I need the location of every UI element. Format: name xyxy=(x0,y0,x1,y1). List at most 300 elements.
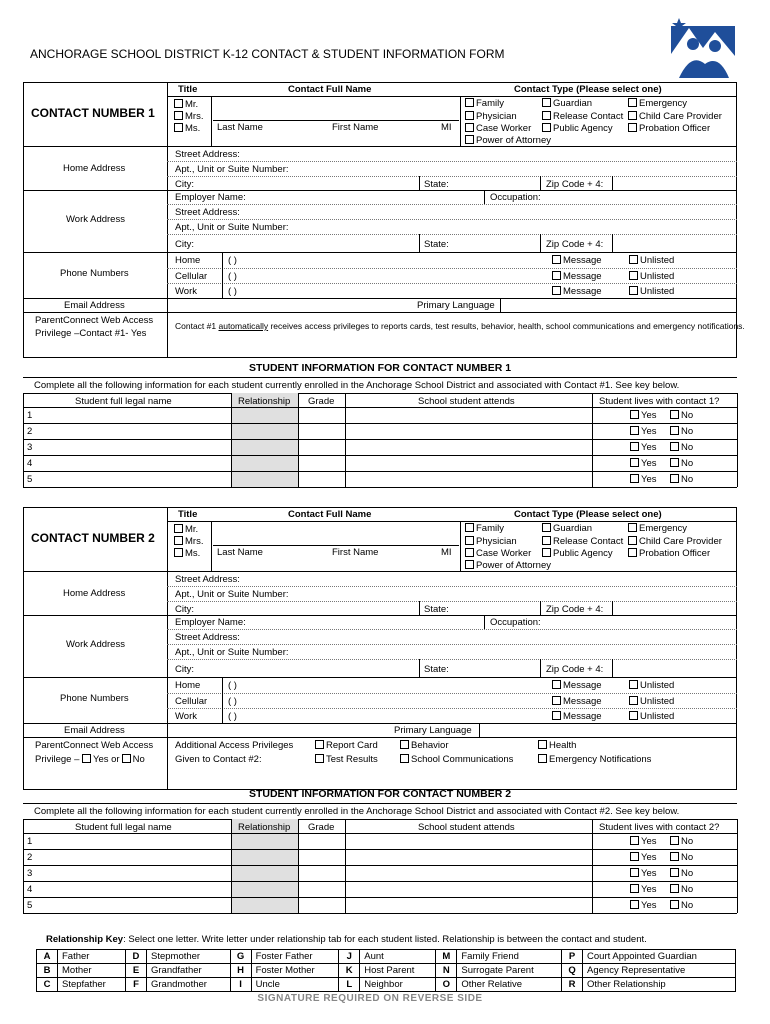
checkbox[interactable] xyxy=(174,123,183,132)
contact-type-physician[interactable] xyxy=(465,536,517,547)
checkbox[interactable] xyxy=(670,410,679,419)
work-street-label: Street Address: xyxy=(175,207,240,218)
checkbox[interactable] xyxy=(174,548,183,557)
checkbox[interactable] xyxy=(552,711,561,720)
checkbox[interactable] xyxy=(552,255,561,264)
rule-line xyxy=(23,865,737,866)
key-letter: R xyxy=(562,978,583,992)
checkbox[interactable] xyxy=(465,548,474,557)
checkbox[interactable] xyxy=(400,740,409,749)
honorific-mrs[interactable] xyxy=(174,111,203,122)
student-row-number: 2 xyxy=(27,426,33,437)
key-letter: A xyxy=(37,950,58,964)
honorific-ms[interactable] xyxy=(174,548,200,559)
checkbox-label: Power of Attorney xyxy=(476,135,551,146)
mi-label: MI xyxy=(441,122,452,133)
contact-type-publicagency[interactable] xyxy=(542,123,613,134)
rule-line xyxy=(419,176,420,190)
rule-line xyxy=(167,601,737,602)
key-relationship: Surrogate Parent xyxy=(457,964,562,978)
key-letter: P xyxy=(562,950,583,964)
rule-line xyxy=(23,312,737,313)
phone-cellular-unlisted[interactable] xyxy=(629,271,674,282)
checkbox[interactable] xyxy=(174,536,183,545)
lives-with-yes[interactable] xyxy=(630,836,657,847)
checkbox[interactable] xyxy=(315,754,324,763)
checkbox[interactable] xyxy=(315,740,324,749)
rule-line xyxy=(540,601,541,615)
checkbox-label: No xyxy=(681,442,694,453)
contact-type-caseworker[interactable] xyxy=(465,548,531,559)
rule-line xyxy=(460,96,461,146)
checkbox[interactable] xyxy=(628,523,637,532)
lives-with-no[interactable] xyxy=(670,426,693,437)
checkbox[interactable] xyxy=(630,442,639,451)
checkbox[interactable] xyxy=(174,524,183,533)
auto-access-notice xyxy=(175,321,745,331)
col-relationship: Relationship xyxy=(238,396,291,407)
contact-type-release[interactable] xyxy=(542,536,623,547)
lives-with-yes[interactable] xyxy=(630,426,657,437)
rule-line xyxy=(23,190,737,191)
key-letter: D xyxy=(125,950,146,964)
key-letter: N xyxy=(436,964,457,978)
header-title: Title xyxy=(178,84,198,95)
rule-line xyxy=(612,601,613,615)
checkbox[interactable] xyxy=(542,98,551,107)
state-label: State: xyxy=(424,179,449,190)
key-relationship: Aunt xyxy=(360,950,436,964)
checkbox-label: No xyxy=(681,426,694,437)
access-behavior[interactable] xyxy=(400,740,449,751)
rule-line xyxy=(460,521,461,571)
phone-home-area[interactable]: ( ) xyxy=(228,680,237,691)
parentconnect-label: ParentConnect Web Access xyxy=(35,315,154,326)
contact-type-guardian[interactable] xyxy=(542,98,592,109)
rule-line xyxy=(167,659,737,660)
rule-line xyxy=(222,252,223,298)
checkbox-label: Yes xyxy=(641,868,657,879)
phone-work-area[interactable]: ( ) xyxy=(228,286,237,297)
phone-cellular-message[interactable] xyxy=(552,271,602,282)
rule-line xyxy=(419,601,420,615)
checkbox-label: Message xyxy=(563,255,602,266)
home-address-label: Home Address xyxy=(63,163,126,174)
header-contact-type: Contact Type (Please select one) xyxy=(514,84,662,95)
rule-line xyxy=(419,234,420,252)
rule-line xyxy=(167,693,737,694)
phone-work-label: Work xyxy=(175,711,197,722)
checkbox[interactable] xyxy=(630,868,639,877)
checkbox-label: Release Contact xyxy=(553,110,624,122)
notice-pre: Contact #1 xyxy=(175,321,219,331)
phone-cellular-unlisted[interactable] xyxy=(629,696,674,707)
checkbox[interactable] xyxy=(542,111,551,120)
student-instruction: Complete all the following information for each student currently enrolled in the Anchorage School District and associated with Contact #1. See key below. xyxy=(34,380,680,391)
access-health[interactable] xyxy=(538,740,576,751)
city-label: City: xyxy=(175,604,194,615)
primary-language-label: Primary Language xyxy=(417,300,495,311)
phone-home-area[interactable]: ( ) xyxy=(228,255,237,266)
rule-line xyxy=(737,393,738,487)
rule-line xyxy=(167,268,737,269)
phone-home-unlisted[interactable] xyxy=(629,680,674,691)
rule-line xyxy=(23,455,737,456)
rule-line xyxy=(23,439,737,440)
checkbox[interactable] xyxy=(552,286,561,295)
rule-line xyxy=(167,176,737,177)
contact-type-guardian[interactable] xyxy=(542,523,592,534)
lives-with-yes[interactable] xyxy=(630,410,657,421)
work-state-label: State: xyxy=(424,239,449,250)
checkbox-label: Unlisted xyxy=(640,711,675,722)
work-zip-label: Zip Code + 4: xyxy=(546,239,604,250)
key-letter: J xyxy=(339,950,360,964)
key-relationship: Grandfather xyxy=(146,964,230,978)
key-letter: M xyxy=(436,950,457,964)
lives-with-no[interactable] xyxy=(670,852,693,863)
checkbox-label: Emergency xyxy=(639,523,688,534)
checkbox[interactable] xyxy=(629,271,638,280)
notice-post: receives access privileges to reports cards, test results, behavior, health, school communications and emergency notifications. xyxy=(268,321,745,331)
access-test-results[interactable] xyxy=(315,754,378,765)
key-row xyxy=(37,978,736,992)
rule-line xyxy=(167,629,737,630)
checkbox-label: Unlisted xyxy=(640,286,675,297)
checkbox[interactable] xyxy=(670,426,679,435)
lives-with-yes[interactable] xyxy=(630,868,657,879)
rule-line xyxy=(23,571,737,572)
checkbox[interactable] xyxy=(630,884,639,893)
lives-with-no[interactable] xyxy=(670,868,693,879)
col-grade: Grade xyxy=(308,822,335,833)
checkbox[interactable] xyxy=(629,711,638,720)
rule-line xyxy=(167,219,737,220)
checkbox[interactable] xyxy=(465,111,474,120)
relationship-key-heading xyxy=(46,934,647,945)
access-report-card[interactable] xyxy=(315,740,378,751)
checkbox-label: Physician xyxy=(476,110,517,122)
checkbox[interactable] xyxy=(629,255,638,264)
contact-type-family[interactable] xyxy=(465,98,504,109)
checkbox-label: Mr. xyxy=(185,524,199,535)
rule-line xyxy=(484,615,485,629)
student-row-number: 5 xyxy=(27,900,33,911)
checkbox[interactable] xyxy=(630,410,639,419)
checkbox-label: Guardian xyxy=(553,523,593,534)
rule-line xyxy=(23,819,737,820)
checkbox-label: Family xyxy=(476,98,504,109)
checkbox[interactable] xyxy=(670,474,679,483)
phone-work-message[interactable] xyxy=(552,711,602,722)
first-name-label: First Name xyxy=(332,122,379,133)
rule-line xyxy=(540,659,541,677)
phone-cellular-message[interactable] xyxy=(552,696,602,707)
checkbox-label: Mr. xyxy=(185,99,199,110)
privilege-no-checkbox[interactable] xyxy=(122,754,131,763)
checkbox-label: Child Care Provider xyxy=(639,110,722,122)
checkbox-label: No xyxy=(681,458,694,469)
notice-underline: automatically xyxy=(218,321,269,331)
student-row-number: 5 xyxy=(27,474,33,485)
phone-work-unlisted[interactable] xyxy=(629,286,674,297)
rule-line xyxy=(167,521,737,522)
lives-with-yes[interactable] xyxy=(630,852,657,863)
checkbox[interactable] xyxy=(630,836,639,845)
checkbox[interactable] xyxy=(465,135,474,144)
checkbox-label: Probation Officer xyxy=(639,123,711,134)
key-relationship: Stepmother xyxy=(146,950,230,964)
checkbox[interactable] xyxy=(628,123,637,132)
checkbox[interactable] xyxy=(552,271,561,280)
lives-with-no[interactable] xyxy=(670,458,693,469)
zip-label: Zip Code + 4: xyxy=(546,179,604,190)
checkbox-label: Message xyxy=(563,680,602,691)
checkbox-label: No xyxy=(681,900,694,911)
rule-line xyxy=(167,571,168,790)
phone-home-label: Home xyxy=(175,255,201,266)
checkbox[interactable] xyxy=(629,286,638,295)
checkbox[interactable] xyxy=(628,536,637,545)
checkbox[interactable] xyxy=(670,884,679,893)
rule-line xyxy=(23,849,737,850)
lives-with-yes[interactable] xyxy=(630,900,657,911)
lives-with-no[interactable] xyxy=(670,442,693,453)
checkbox[interactable] xyxy=(538,740,547,749)
key-relationship: Mother xyxy=(58,964,126,978)
checkbox[interactable] xyxy=(630,474,639,483)
contact-label: CONTACT NUMBER 1 xyxy=(31,106,155,120)
phone-home-message[interactable] xyxy=(552,680,602,691)
rule-line xyxy=(23,737,737,738)
phone-work-message[interactable] xyxy=(552,286,602,297)
checkbox[interactable] xyxy=(465,560,474,569)
checkbox[interactable] xyxy=(670,900,679,909)
checkbox-label: Yes xyxy=(641,474,657,485)
home-address-label: Home Address xyxy=(63,588,126,599)
checkbox-label: No xyxy=(681,474,694,485)
contact-type-childcare[interactable] xyxy=(628,536,722,547)
rule-line xyxy=(23,913,737,914)
checkbox[interactable] xyxy=(628,111,637,120)
checkbox[interactable] xyxy=(630,852,639,861)
lives-with-yes[interactable] xyxy=(630,474,657,485)
checkbox[interactable] xyxy=(542,536,551,545)
checkbox[interactable] xyxy=(628,98,637,107)
state-label: State: xyxy=(424,604,449,615)
street-label: Street Address: xyxy=(175,574,240,585)
checkbox[interactable] xyxy=(629,696,638,705)
checkbox[interactable] xyxy=(465,523,474,532)
checkbox[interactable] xyxy=(630,426,639,435)
privilege-options xyxy=(35,754,145,765)
checkbox-label: Family xyxy=(476,523,504,534)
checkbox[interactable] xyxy=(629,680,638,689)
checkbox[interactable] xyxy=(670,868,679,877)
header-full-name: Contact Full Name xyxy=(288,84,372,95)
last-name-label: Last Name xyxy=(217,547,263,558)
street-label: Street Address: xyxy=(175,149,240,160)
checkbox[interactable] xyxy=(465,98,474,107)
contact-type-publicagency[interactable] xyxy=(542,548,613,559)
phone-work-area[interactable]: ( ) xyxy=(228,711,237,722)
work-apt-label: Apt., Unit or Suite Number: xyxy=(175,222,289,233)
contact-type-caseworker[interactable] xyxy=(465,123,531,134)
key-relationship: Grandmother xyxy=(146,978,230,992)
rule-line xyxy=(612,659,613,677)
phone-home-message[interactable] xyxy=(552,255,602,266)
checkbox-label: Public Agency xyxy=(553,123,613,134)
lives-with-no[interactable] xyxy=(670,884,693,895)
student-section-title: STUDENT INFORMATION FOR CONTACT NUMBER 1 xyxy=(248,362,512,374)
honorific-mr[interactable] xyxy=(174,524,198,535)
lives-with-no[interactable] xyxy=(670,474,693,485)
lives-with-no[interactable] xyxy=(670,836,693,847)
checkbox-label: Yes xyxy=(641,426,657,437)
access-emergency-notifications[interactable] xyxy=(538,754,651,765)
honorific-ms[interactable] xyxy=(174,123,200,134)
lives-with-yes[interactable] xyxy=(630,884,657,895)
checkbox[interactable] xyxy=(552,696,561,705)
phone-home-unlisted[interactable] xyxy=(629,255,674,266)
privilege-no-label: No xyxy=(132,754,145,765)
checkbox[interactable] xyxy=(630,458,639,467)
checkbox-label: Message xyxy=(563,711,602,722)
checkbox[interactable] xyxy=(542,523,551,532)
contact-type-probation[interactable] xyxy=(628,123,710,134)
col-school: School student attends xyxy=(418,396,515,407)
checkbox[interactable] xyxy=(538,754,547,763)
rule-line xyxy=(23,393,737,394)
phone-cellular-area[interactable]: ( ) xyxy=(228,270,237,282)
relationship-key-title: Relationship Key xyxy=(46,934,124,945)
checkbox-label: Yes xyxy=(641,852,657,863)
checkbox[interactable] xyxy=(465,536,474,545)
contact-type-probation[interactable] xyxy=(628,548,710,559)
key-letter: O xyxy=(436,978,457,992)
checkbox-label: No xyxy=(681,410,694,421)
lives-with-no[interactable] xyxy=(670,900,693,911)
work-city-label: City: xyxy=(175,664,194,675)
student-row-number: 1 xyxy=(27,410,33,421)
contact-type-childcare[interactable] xyxy=(628,111,722,122)
checkbox-label: Release Contact xyxy=(553,535,624,547)
checkbox-label: Guardian xyxy=(553,98,593,109)
checkbox-label: Probation Officer xyxy=(639,548,711,559)
col-school: School student attends xyxy=(418,822,515,833)
contact-type-emergency[interactable] xyxy=(628,523,687,534)
contact-type-physician[interactable] xyxy=(465,111,517,122)
honorific-mrs[interactable] xyxy=(174,536,203,547)
checkbox[interactable] xyxy=(670,852,679,861)
key-relationship: Neighbor xyxy=(360,978,436,992)
checkbox[interactable] xyxy=(542,548,551,557)
key-letter: I xyxy=(230,978,251,992)
rule-line xyxy=(23,487,737,488)
checkbox[interactable] xyxy=(670,442,679,451)
rule-line xyxy=(23,615,737,616)
checkbox[interactable] xyxy=(174,111,183,120)
contact-type-release[interactable] xyxy=(542,111,623,122)
student-instruction: Complete all the following information for each student currently enrolled in the Anchorage School District and associated with Contact #2. See key below. xyxy=(34,806,680,817)
checkbox[interactable] xyxy=(630,900,639,909)
checkbox-label: Mrs. xyxy=(185,111,204,122)
privilege-yes-checkbox[interactable] xyxy=(82,754,91,763)
lives-with-yes[interactable] xyxy=(630,458,657,469)
phone-cellular-area[interactable]: ( ) xyxy=(228,695,237,707)
checkbox[interactable] xyxy=(552,680,561,689)
key-row xyxy=(37,964,736,978)
key-letter: K xyxy=(339,964,360,978)
checkbox[interactable] xyxy=(670,458,679,467)
rule-line xyxy=(167,96,737,97)
contact-type-poa[interactable] xyxy=(465,135,551,146)
checkbox-label: No xyxy=(681,868,694,879)
student-row-number: 3 xyxy=(27,868,33,879)
checkbox[interactable] xyxy=(174,99,183,108)
employer-label: Employer Name: xyxy=(175,192,246,203)
rule-line xyxy=(23,897,737,898)
checkbox-label: No xyxy=(681,836,694,847)
phone-cellular-label: Cellular xyxy=(175,270,208,282)
checkbox-label: Mrs. xyxy=(185,536,204,547)
contact-type-emergency[interactable] xyxy=(628,98,687,109)
header-title: Title xyxy=(178,509,198,520)
checkbox-label: Public Agency xyxy=(553,548,613,559)
checkbox[interactable] xyxy=(670,836,679,845)
checkbox-label: Test Results xyxy=(326,754,378,765)
rule-line xyxy=(211,96,212,146)
access-school-communications[interactable] xyxy=(400,754,513,765)
honorific-mr[interactable] xyxy=(174,99,198,110)
contact-label: CONTACT NUMBER 2 xyxy=(31,531,155,545)
checkbox-label: Unlisted xyxy=(640,680,675,691)
checkbox-label: Report Card xyxy=(326,740,378,751)
checkbox[interactable] xyxy=(465,123,474,132)
checkbox[interactable] xyxy=(400,754,409,763)
checkbox[interactable] xyxy=(542,123,551,132)
apt-label: Apt., Unit or Suite Number: xyxy=(175,589,289,600)
email-address-label: Email Address xyxy=(64,300,125,311)
checkbox-label: Yes xyxy=(641,458,657,469)
checkbox-label: Unlisted xyxy=(640,255,675,266)
checkbox-label: Yes xyxy=(641,836,657,847)
rule-line xyxy=(213,120,459,121)
rule-line xyxy=(479,723,480,737)
rule-line xyxy=(211,521,212,571)
lives-with-no[interactable] xyxy=(670,410,693,421)
rule-line xyxy=(167,708,737,709)
col-student-name: Student full legal name xyxy=(75,396,172,407)
checkbox-label: Behavior xyxy=(411,740,449,751)
key-relationship: Other Relationship xyxy=(583,978,736,992)
rule-line xyxy=(540,176,541,190)
rule-line xyxy=(23,803,737,804)
key-relationship: Stepfather xyxy=(58,978,126,992)
contact-type-family[interactable] xyxy=(465,523,504,534)
checkbox[interactable] xyxy=(628,548,637,557)
contact-type-poa[interactable] xyxy=(465,560,551,571)
checkbox-label: School Communications xyxy=(411,754,514,765)
checkbox-label: Message xyxy=(563,695,602,707)
privilege-prefix: Privilege – xyxy=(35,754,80,765)
occupation-label: Occupation: xyxy=(490,617,541,628)
lives-with-yes[interactable] xyxy=(630,442,657,453)
work-address-label: Work Address xyxy=(66,214,125,225)
checkbox-label: Health xyxy=(549,740,577,751)
phone-work-unlisted[interactable] xyxy=(629,711,674,722)
key-letter: G xyxy=(230,950,251,964)
